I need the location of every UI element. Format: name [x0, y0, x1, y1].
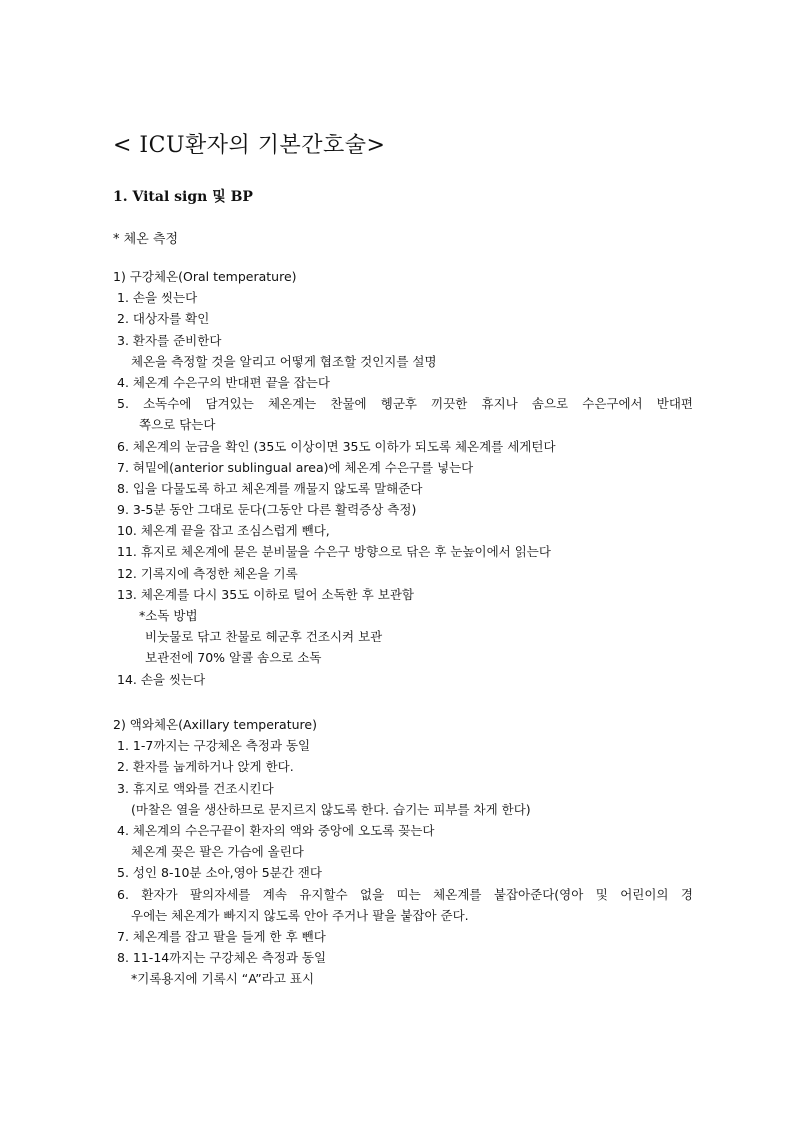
oral-step-line: 체온을 측정할 것을 알리고 어떻게 협조할 것인지를 설명: [131, 353, 437, 369]
axillary-step-line: 2. 환자를 눕게하거나 앉게 한다.: [117, 759, 294, 775]
oral-step-line: 6. 체온계의 눈금을 확인 (35도 이상이면 35도 이하가 되도록 체온계를 세게턴다: [117, 438, 556, 454]
oral-step-line: 11. 휴지로 체온계에 묻은 분비물을 수은구 방향으로 닦은 후 눈높이에서 읽는다: [117, 544, 551, 560]
oral-step-line: 9. 3-5분 동안 그대로 둔다(그동안 다른 활력증상 측정): [117, 502, 417, 518]
oral-step-line: 3. 환자를 준비한다: [117, 332, 222, 348]
axillary-step-line: 체온계 꽂은 팔은 가슴에 올린다: [131, 844, 304, 860]
oral-temperature-section: [113, 266, 693, 690]
axillary-temperature-heading: 2) 액와체온(Axillary temperature): [113, 717, 317, 732]
oral-step-line: 1. 손을 씻는다: [117, 290, 198, 306]
axillary-step-line: 5. 성인 8-10분 소아,영아 5분간 잰다: [117, 865, 322, 881]
oral-step-line: 4. 체온계 수은구의 반대편 끝을 잡는다: [117, 374, 330, 390]
oral-step-line: *소독 방법: [139, 608, 198, 623]
oral-step-line: 12. 기록지에 측정한 체온을 기록: [117, 565, 298, 581]
oral-step-line: 보관전에 70% 알콜 솜으로 소독: [145, 650, 322, 666]
axillary-step-line: 8. 11-14까지는 구강체온 측정과 동일: [117, 950, 327, 966]
oral-step-line: 14. 손을 씻는다: [117, 671, 206, 687]
axillary-step-line: 우에는 체온계가 빠지지 않도록 안아 주거나 팔을 붙잡아 준다.: [131, 907, 469, 923]
oral-step-line: 13. 체온계를 다시 35도 이하로 털어 소독한 후 보관함: [117, 586, 414, 602]
oral-step-line: 비눗물로 닦고 찬물로 헤군후 건조시켜 보관: [145, 629, 383, 645]
axillary-step-line: 3. 휴지로 액와를 건조시킨다: [117, 780, 274, 796]
oral-step-line: 8. 입을 다물도록 하고 체온계를 깨물지 않도록 말해준다: [117, 480, 423, 496]
axillary-step-line: 7. 체온계를 잡고 팔을 들게 한 후 뺀다: [117, 928, 326, 944]
oral-step-line: 쪽으로 닦는다: [139, 417, 216, 433]
axillary-step-line: (마찰은 열을 생산하므로 문지르지 않도록 한다. 습기는 피부를 차게 한다): [131, 801, 531, 817]
oral-step-line: 2. 대상자를 확인: [117, 311, 210, 327]
oral-step-line: 10. 체온계 끝을 잡고 조심스럽게 뺀다,: [117, 523, 330, 539]
axillary-step-line: *기록용지에 기록시 “A”라고 표시: [131, 971, 315, 987]
page-title: < ICU환자의 기본간호술>: [113, 133, 386, 158]
subsection-heading: * 체온 측정: [113, 232, 178, 247]
oral-step-line: 7. 혀밑에(anterior sublingual area)에 체온계 수은구를 넣는다: [117, 459, 474, 475]
oral-step-line: 5. 소독수에 담겨있는 체온계는 찬물에 헹군후 끼끗한 휴지나 솜으로 수은구에서 반대편: [117, 396, 693, 412]
axillary-step-line: 1. 1-7까지는 구강체온 측정과 동일: [117, 738, 311, 754]
axillary-step-line: 4. 체온계의 수은구끝이 환자의 액와 중앙에 오도록 꽂는다: [117, 822, 435, 838]
oral-temperature-heading: 1) 구강체온(Oral temperature): [113, 269, 297, 284]
axillary-temperature-section: [113, 714, 693, 989]
section-heading: 1. Vital sign 및 BP: [113, 189, 253, 205]
axillary-step-line: 6. 환자가 팔의자세를 계속 유지할수 없을 띠는 체온계를 붙잡아준다(영아 및 어린이의 경: [117, 886, 693, 902]
